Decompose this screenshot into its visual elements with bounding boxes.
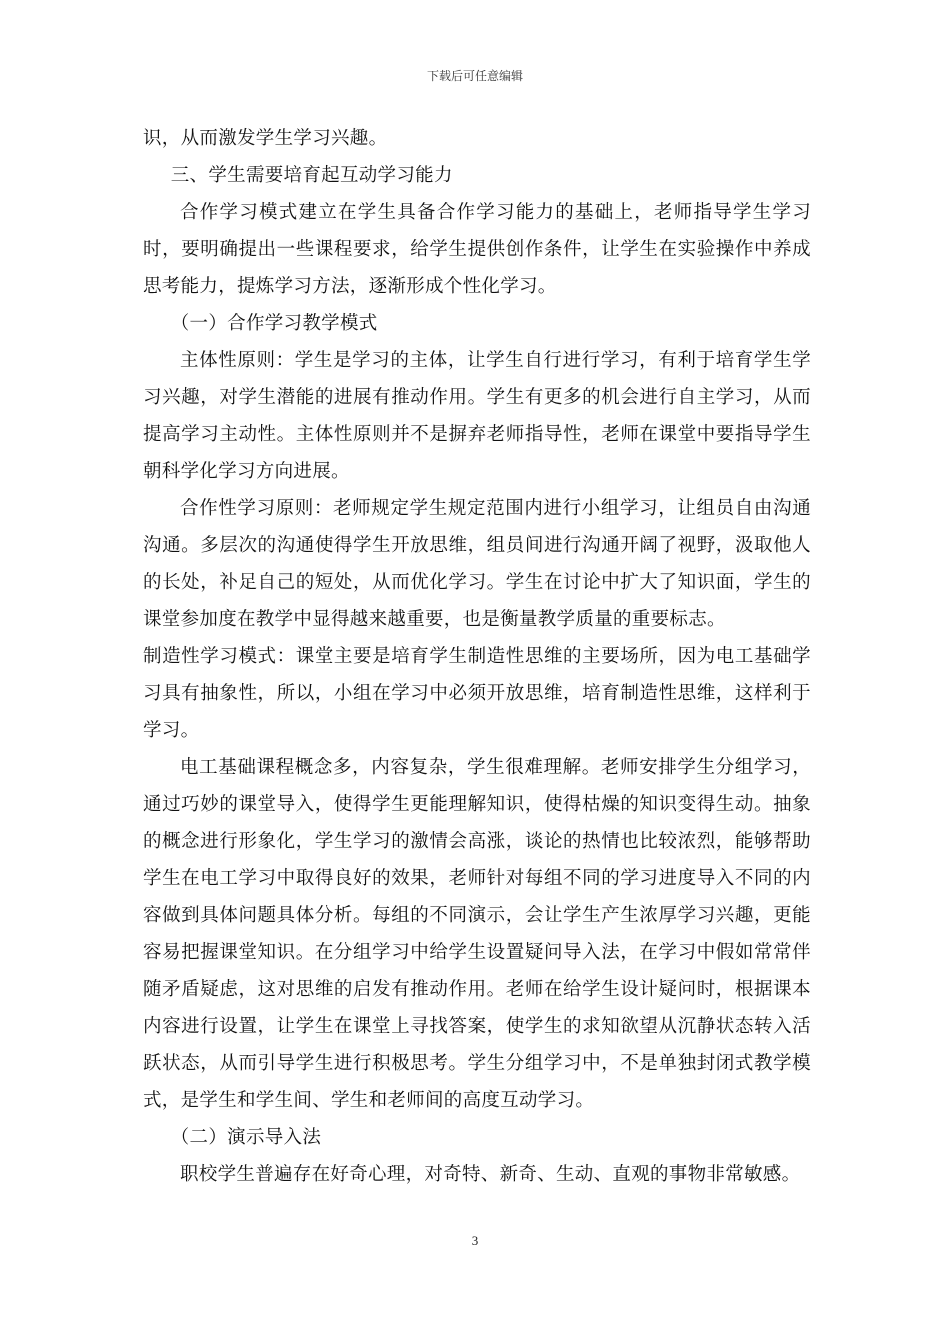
paragraph-cooperative-principle: 合作性学习原则：老师规定学生规定范围内进行小组学习，让组员自由沟通沟通。多层次的沟通使得学生开放思维，组员间进行沟通开阔了视野，汲取他人的长处，补足自己的短处，从而优化学习。学生在讨论中扩大了知识面，学生的课堂参加度在教学中显得越来越重要，也是衡量教学质量的重要标志。	[143, 498, 811, 630]
subsection-heading-1: （一）合作学习教学模式	[170, 313, 378, 334]
paragraph-continuation: 识，从而激发学生学习兴趣。	[143, 128, 388, 149]
paragraph-subject-principle: 主体性原则：学生是学习的主体，让学生自行进行学习，有利于培育学生学习兴趣，对学生潜能的进展有推动作用。学生有更多的机会进行自主学习，从而提高学习主动性。主体性原则并不是摒弃老师指导性，老师在课堂中要指导学生朝科学化学习方向进展。	[143, 350, 811, 482]
page-number: 3	[471, 1233, 479, 1248]
paragraph-electrical-basics: 电工基础课程概念多，内容复杂，学生很难理解。老师安排学生分组学习，通过巧妙的课堂导入，使得学生更能理解知识，使得枯燥的知识变得生动。抽象的概念进行形象化，学生学习的激情会高涨，谈论的热情也比较浓烈，能够帮助学生在电工学习中取得良好的效果，老师针对每组不同的学习进度导入不同的内容做到具体问题具体分析。每组的不同演示，会让学生产生浓厚学习兴趣，更能容易把握课堂知识。在分组学习中给学生设置疑问导入法，在学习中假如常常伴随矛盾疑虑，这对思维的启发有推动作用。老师在给学生设计疑问时，根据课本内容进行设置，让学生在课堂上寻找答案，使学生的求知欲望从沉静状态转入活跃状态，从而引导学生进行积极思考。学生分组学习中，不是单独封闭式教学模式，是学生和学生间、学生和老师间的高度互动学习。	[143, 757, 811, 1111]
page-header: 下载后可任意编辑	[426, 69, 523, 83]
paragraph-demonstration: 职校学生普遍存在好奇心理，对奇特、新奇、生动、直观的事物非常敏感。	[180, 1164, 801, 1185]
paragraph-creative-mode: 制造性学习模式：课堂主要是培育学生制造性思维的主要场所，因为电工基础学习具有抽象性，所以，小组在学习中必须开放思维，培育制造性思维，这样利于学习。	[143, 646, 811, 741]
section-heading-3: 三、学生需要培育起互动学习能力	[170, 165, 453, 186]
subsection-heading-2: （二）演示导入法	[170, 1127, 322, 1148]
document-body	[143, 120, 811, 1193]
paragraph-cooperative-learning-intro: 合作学习模式建立在学生具备合作学习能力的基础上，老师指导学生学习时，要明确提出一些课程要求，给学生提供创作条件，让学生在实验操作中养成思考能力，提炼学习方法，逐渐形成个性化学习。	[143, 202, 811, 297]
